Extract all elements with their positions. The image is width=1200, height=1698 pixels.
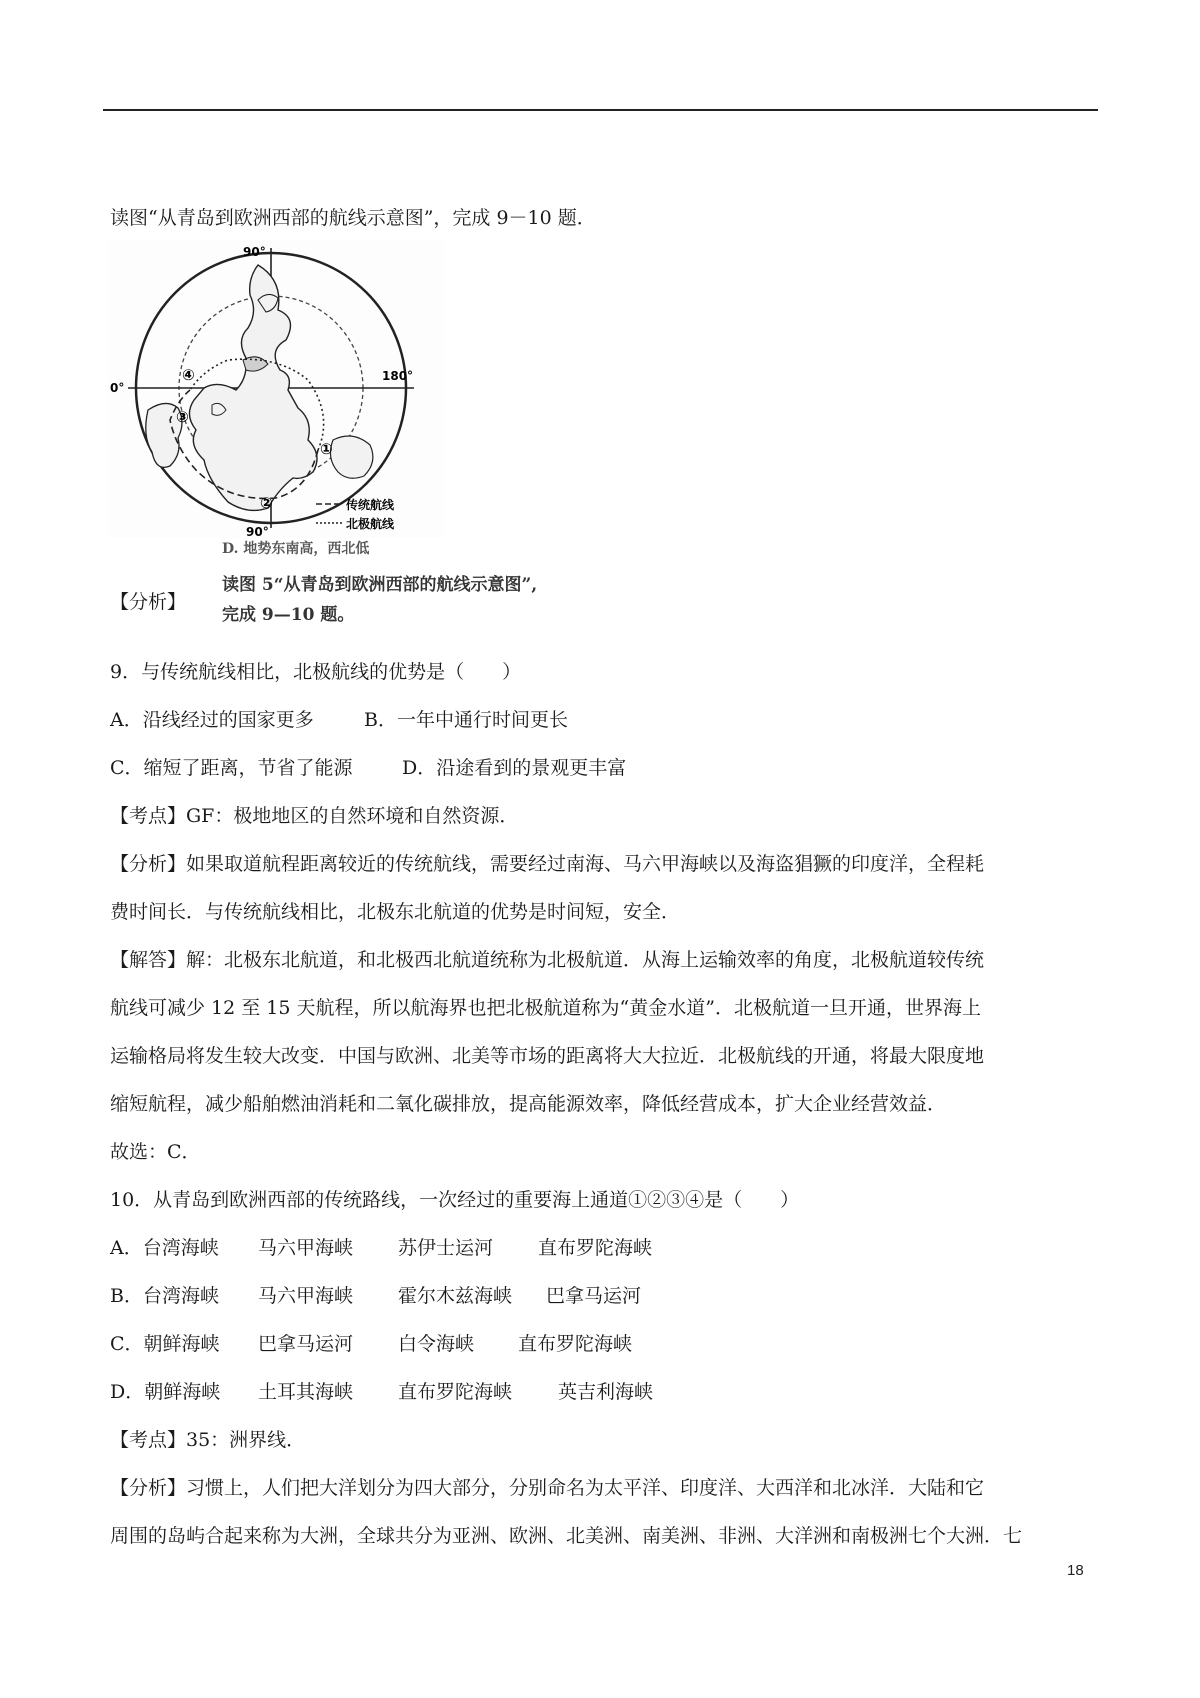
q9-fenxi-line1: 【分析】如果取道航程距离较近的传统航线，需要经过南海、马六甲海峡以及海盗猖獗的印度洋，全程耗 xyxy=(110,853,985,875)
q10-option-b-part3: 霍尔木兹海峡 xyxy=(398,1285,513,1307)
marker-2: ② xyxy=(260,494,273,512)
q10-option-d-part4: 英吉利海峡 xyxy=(558,1381,654,1403)
route-map-figure xyxy=(108,240,444,538)
label-180: 180° xyxy=(382,369,414,383)
q10-fenxi-line2: 周围的岛屿合起来称为大洲，全球共分为亚洲、欧洲、北美洲、南美洲、非洲、大洋洲和南极洲七个大洲．七 xyxy=(110,1525,1023,1547)
q10-kaodian: 【考点】35：洲界线． xyxy=(110,1429,306,1451)
analysis-tag-top: 【分析】 xyxy=(110,591,187,613)
q10-option-c-part1: C．朝鲜海峡 xyxy=(110,1333,220,1355)
page-number: 18 xyxy=(1067,1562,1084,1579)
marker-3: ③ xyxy=(176,408,189,426)
q9-jieda-line4: 缩短航程，减少船舶燃油消耗和二氧化碳排放，提高能源效率，降低经营成本，扩大企业经营效益． xyxy=(110,1093,947,1115)
q10-fenxi-line1: 【分析】习惯上，人们把大洋划分为四大部分，分别命名为太平洋、印度洋、大西洋和北冰洋．大陆和它 xyxy=(110,1477,985,1499)
marker-4: ④ xyxy=(182,366,195,384)
q9-kaodian: 【考点】GF：极地地区的自然环境和自然资源． xyxy=(110,805,519,827)
q9-option-b: B．一年中通行时间更长 xyxy=(364,709,568,731)
q9-options-row1 xyxy=(110,708,568,732)
legend-arctic-label: 北极航线 xyxy=(346,517,395,531)
q9-answer: 故选：C． xyxy=(110,1141,201,1163)
q9-options-row2 xyxy=(110,756,626,780)
legend-traditional-label: 传统航线 xyxy=(346,498,395,512)
scan-line-2: 读图 5“从青岛到欧洲西部的航线示意图”, xyxy=(222,575,538,595)
q10-stem: 10．从青岛到欧洲西部的传统路线，一次经过的重要海上通道①②③④是（ ） xyxy=(110,1189,800,1211)
q9-option-a: A．沿线经过的国家更多 xyxy=(110,709,314,731)
scan-line-3: 完成 9—10 题。 xyxy=(222,605,355,625)
intro-text: 读图“从青岛到欧洲西部的航线示意图”，完成 9－10 题． xyxy=(110,207,596,229)
q9-jieda-line3: 运输格局将发生较大改变．中国与欧洲、北美等市场的距离将大大拉近．北极航线的开通，将最大限度地 xyxy=(110,1045,985,1067)
q10-option-b-part2: 马六甲海峡 xyxy=(258,1285,354,1307)
q9-option-d: D．沿途看到的景观更丰富 xyxy=(402,757,627,779)
route-map xyxy=(108,240,444,538)
q10-option-b xyxy=(110,1284,641,1308)
q9-jieda-line1: 【解答】解：北极东北航道，和北极西北航道统称为北极航道．从海上运输效率的角度，北极航道较传统 xyxy=(110,949,985,971)
q9-stem: 9．与传统航线相比，北极航线的优势是（ ） xyxy=(110,661,522,683)
q10-option-c xyxy=(110,1332,632,1356)
q10-option-a-part4: 直布罗陀海峡 xyxy=(538,1237,653,1259)
q10-option-d-part1: D．朝鲜海峡 xyxy=(110,1381,221,1403)
q10-option-a-part1: A．台湾海峡 xyxy=(110,1237,219,1259)
scan-line-1: D. 地势东南高，西北低 xyxy=(222,541,370,557)
label-0: 0° xyxy=(110,381,125,395)
q10-option-d xyxy=(110,1380,653,1404)
q10-option-a-part2: 马六甲海峡 xyxy=(258,1237,354,1259)
q9-jieda-line2: 航线可减少 12 至 15 天航程，所以航海界也把北极航道称为“黄金水道”．北极航道一旦开通，世界海上 xyxy=(110,997,981,1019)
q10-option-b-part4: 巴拿马运河 xyxy=(546,1285,642,1307)
marker-1: ① xyxy=(320,440,333,458)
scanned-snippet xyxy=(222,540,562,626)
q10-option-a xyxy=(110,1236,652,1260)
q10-option-b-part1: B．台湾海峡 xyxy=(110,1285,219,1307)
q9-fenxi-line2: 费时间长．与传统航线相比，北极东北航道的优势是时间短，安全． xyxy=(110,901,681,923)
q10-option-c-part3: 白令海峡 xyxy=(398,1333,475,1355)
continent-america xyxy=(330,436,372,478)
header-rule xyxy=(103,109,1098,111)
q10-option-d-part2: 土耳其海峡 xyxy=(258,1381,354,1403)
q10-option-a-part3: 苏伊士运河 xyxy=(398,1237,494,1259)
q10-option-d-part3: 直布罗陀海峡 xyxy=(398,1381,513,1403)
label-90-top: 90° xyxy=(243,245,266,259)
q10-option-c-part2: 巴拿马运河 xyxy=(258,1333,354,1355)
q9-option-c: C．缩短了距离，节省了能源 xyxy=(110,757,353,779)
q10-option-c-part4: 直布罗陀海峡 xyxy=(518,1333,633,1355)
label-90-bottom: 90° xyxy=(246,525,269,538)
